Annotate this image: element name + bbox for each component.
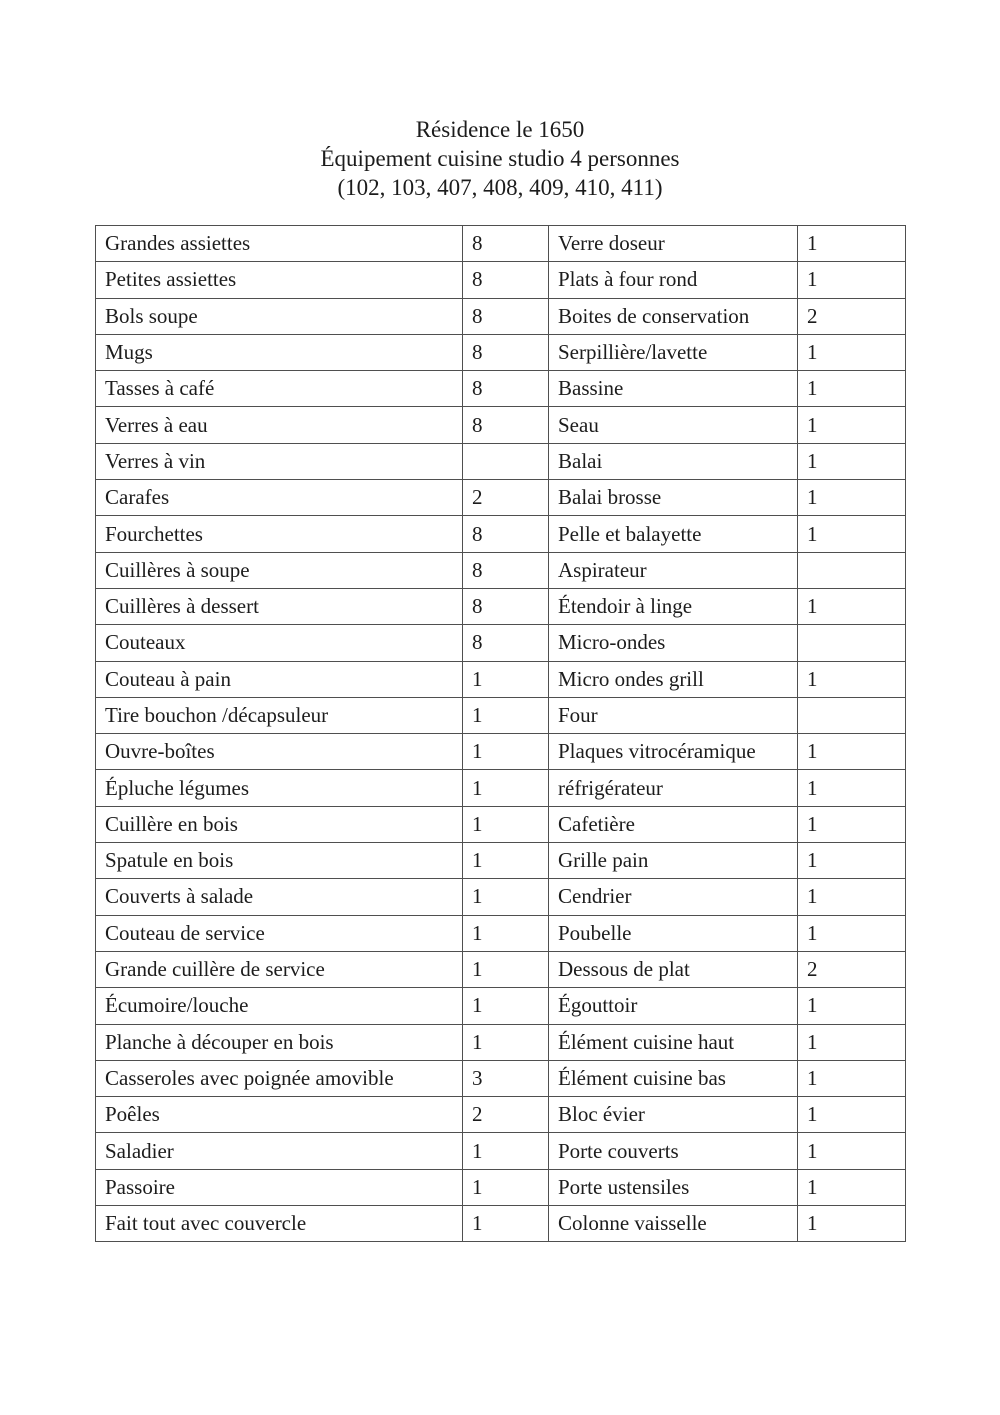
item-name-cell-left: Grandes assiettes — [96, 226, 463, 262]
quantity-cell-left: 1 — [463, 915, 549, 951]
item-name-cell-right: Élément cuisine haut — [549, 1024, 798, 1060]
table-row — [96, 915, 906, 951]
item-name-cell-right: Balai — [549, 443, 798, 479]
item-name-cell-left: Couverts à salade — [96, 879, 463, 915]
quantity-cell-left: 1 — [463, 879, 549, 915]
table-row — [96, 697, 906, 733]
item-name-cell-right: Dessous de plat — [549, 951, 798, 987]
quantity-cell-right: 1 — [798, 806, 906, 842]
item-name-cell-left: Carafes — [96, 480, 463, 516]
item-name-cell-right: Verre doseur — [549, 226, 798, 262]
quantity-cell-right: 1 — [798, 770, 906, 806]
title-equipment: Équipement cuisine studio 4 personnes — [320, 146, 680, 171]
quantity-cell-right: 1 — [798, 734, 906, 770]
table-row — [96, 371, 906, 407]
table-row — [96, 879, 906, 915]
item-name-cell-right: Four — [549, 697, 798, 733]
quantity-cell-left: 1 — [463, 988, 549, 1024]
quantity-cell-right: 1 — [798, 1169, 906, 1205]
quantity-cell-left: 1 — [463, 1169, 549, 1205]
table-row — [96, 552, 906, 588]
item-name-cell-left: Tire bouchon /décapsuleur — [96, 697, 463, 733]
item-name-cell-left: Fourchettes — [96, 516, 463, 552]
item-name-cell-left: Grande cuillère de service — [96, 951, 463, 987]
table-row — [96, 770, 906, 806]
quantity-cell-right: 1 — [798, 1097, 906, 1133]
quantity-cell-right: 1 — [798, 843, 906, 879]
quantity-cell-left: 1 — [463, 1024, 549, 1060]
table-row — [96, 407, 906, 443]
title-residence: Résidence le 1650 — [415, 117, 585, 142]
item-name-cell-left: Ouvre-boîtes — [96, 734, 463, 770]
quantity-cell-left: 8 — [463, 226, 549, 262]
quantity-cell-left: 2 — [463, 480, 549, 516]
item-name-cell-right: Balai brosse — [549, 480, 798, 516]
table-row — [96, 588, 906, 624]
table-row — [96, 988, 906, 1024]
item-name-cell-right: réfrigérateur — [549, 770, 798, 806]
item-name-cell-left: Tasses à café — [96, 371, 463, 407]
item-name-cell-left: Saladier — [96, 1133, 463, 1169]
table-row — [96, 516, 906, 552]
item-name-cell-left: Couteau de service — [96, 915, 463, 951]
item-name-cell-right: Plaques vitrocéramique — [549, 734, 798, 770]
quantity-cell-left: 8 — [463, 371, 549, 407]
quantity-cell-left: 8 — [463, 334, 549, 370]
item-name-cell-right: Étendoir à linge — [549, 588, 798, 624]
quantity-cell-left: 1 — [463, 951, 549, 987]
quantity-cell-right: 1 — [798, 226, 906, 262]
quantity-cell-right — [798, 697, 906, 733]
table-row — [96, 661, 906, 697]
item-name-cell-left: Passoire — [96, 1169, 463, 1205]
item-name-cell-right: Micro-ondes — [549, 625, 798, 661]
item-name-cell-right: Porte couverts — [549, 1133, 798, 1169]
quantity-cell-left: 8 — [463, 298, 549, 334]
item-name-cell-left: Cuillères à soupe — [96, 552, 463, 588]
item-name-cell-right: Colonne vaisselle — [549, 1206, 798, 1242]
item-name-cell-left: Petites assiettes — [96, 262, 463, 298]
quantity-cell-right: 1 — [798, 588, 906, 624]
quantity-cell-left: 1 — [463, 661, 549, 697]
item-name-cell-right: Boites de conservation — [549, 298, 798, 334]
quantity-cell-left: 2 — [463, 1097, 549, 1133]
item-name-cell-left: Planche à découper en bois — [96, 1024, 463, 1060]
item-name-cell-left: Bols soupe — [96, 298, 463, 334]
table-row — [96, 1133, 906, 1169]
quantity-cell-right: 2 — [798, 298, 906, 334]
item-name-cell-left: Épluche légumes — [96, 770, 463, 806]
table-row — [96, 1169, 906, 1205]
item-name-cell-right: Aspirateur — [549, 552, 798, 588]
table-row — [96, 443, 906, 479]
table-row — [96, 806, 906, 842]
quantity-cell-left: 1 — [463, 1133, 549, 1169]
item-name-cell-right: Bassine — [549, 371, 798, 407]
quantity-cell-right: 1 — [798, 1060, 906, 1096]
quantity-cell-right: 2 — [798, 951, 906, 987]
quantity-cell-right: 1 — [798, 1024, 906, 1060]
document-title-block — [0, 115, 1000, 202]
quantity-cell-left: 8 — [463, 407, 549, 443]
item-name-cell-left: Poêles — [96, 1097, 463, 1133]
item-name-cell-left: Mugs — [96, 334, 463, 370]
table-row — [96, 1097, 906, 1133]
quantity-cell-right: 1 — [798, 334, 906, 370]
quantity-cell-left: 1 — [463, 843, 549, 879]
quantity-cell-right — [798, 552, 906, 588]
item-name-cell-left: Couteaux — [96, 625, 463, 661]
quantity-cell-right: 1 — [798, 661, 906, 697]
quantity-cell-left: 3 — [463, 1060, 549, 1096]
table-row — [96, 226, 906, 262]
quantity-cell-right: 1 — [798, 516, 906, 552]
quantity-cell-right: 1 — [798, 480, 906, 516]
item-name-cell-right: Porte ustensiles — [549, 1169, 798, 1205]
quantity-cell-left: 1 — [463, 1206, 549, 1242]
table-row — [96, 1206, 906, 1242]
quantity-cell-right: 1 — [798, 1206, 906, 1242]
item-name-cell-right: Micro ondes grill — [549, 661, 798, 697]
item-name-cell-left: Spatule en bois — [96, 843, 463, 879]
quantity-cell-right: 1 — [798, 879, 906, 915]
table-row — [96, 298, 906, 334]
table-row — [96, 734, 906, 770]
quantity-cell-right — [798, 625, 906, 661]
table-row — [96, 262, 906, 298]
item-name-cell-right: Pelle et balayette — [549, 516, 798, 552]
item-name-cell-left: Couteau à pain — [96, 661, 463, 697]
quantity-cell-left: 1 — [463, 806, 549, 842]
quantity-cell-left: 8 — [463, 552, 549, 588]
table-row — [96, 334, 906, 370]
quantity-cell-right: 1 — [798, 915, 906, 951]
item-name-cell-left: Fait tout avec couvercle — [96, 1206, 463, 1242]
quantity-cell-left: 1 — [463, 770, 549, 806]
item-name-cell-left: Cuillère en bois — [96, 806, 463, 842]
item-name-cell-left: Cuillères à dessert — [96, 588, 463, 624]
item-name-cell-left: Casseroles avec poignée amovible — [96, 1060, 463, 1096]
item-name-cell-right: Cendrier — [549, 879, 798, 915]
title-room-numbers: (102, 103, 407, 408, 409, 410, 411) — [337, 175, 663, 200]
quantity-cell-left — [463, 443, 549, 479]
table-row — [96, 625, 906, 661]
quantity-cell-right: 1 — [798, 443, 906, 479]
quantity-cell-right: 1 — [798, 371, 906, 407]
equipment-inventory-table — [95, 225, 906, 1242]
table-row — [96, 951, 906, 987]
quantity-cell-left: 8 — [463, 262, 549, 298]
quantity-cell-right: 1 — [798, 262, 906, 298]
quantity-cell-left: 1 — [463, 734, 549, 770]
item-name-cell-left: Verres à eau — [96, 407, 463, 443]
table-row — [96, 480, 906, 516]
item-name-cell-left: Écumoire/louche — [96, 988, 463, 1024]
quantity-cell-right: 1 — [798, 1133, 906, 1169]
table-row — [96, 1024, 906, 1060]
table-row — [96, 843, 906, 879]
item-name-cell-left: Verres à vin — [96, 443, 463, 479]
quantity-cell-right: 1 — [798, 407, 906, 443]
item-name-cell-right: Grille pain — [549, 843, 798, 879]
quantity-cell-left: 8 — [463, 516, 549, 552]
quantity-cell-left: 8 — [463, 588, 549, 624]
item-name-cell-right: Seau — [549, 407, 798, 443]
item-name-cell-right: Serpillière/lavette — [549, 334, 798, 370]
item-name-cell-right: Élément cuisine bas — [549, 1060, 798, 1096]
item-name-cell-right: Poubelle — [549, 915, 798, 951]
item-name-cell-right: Bloc évier — [549, 1097, 798, 1133]
quantity-cell-left: 8 — [463, 625, 549, 661]
item-name-cell-right: Égouttoir — [549, 988, 798, 1024]
table-row — [96, 1060, 906, 1096]
quantity-cell-left: 1 — [463, 697, 549, 733]
quantity-cell-right: 1 — [798, 988, 906, 1024]
item-name-cell-right: Cafetière — [549, 806, 798, 842]
item-name-cell-right: Plats à four rond — [549, 262, 798, 298]
